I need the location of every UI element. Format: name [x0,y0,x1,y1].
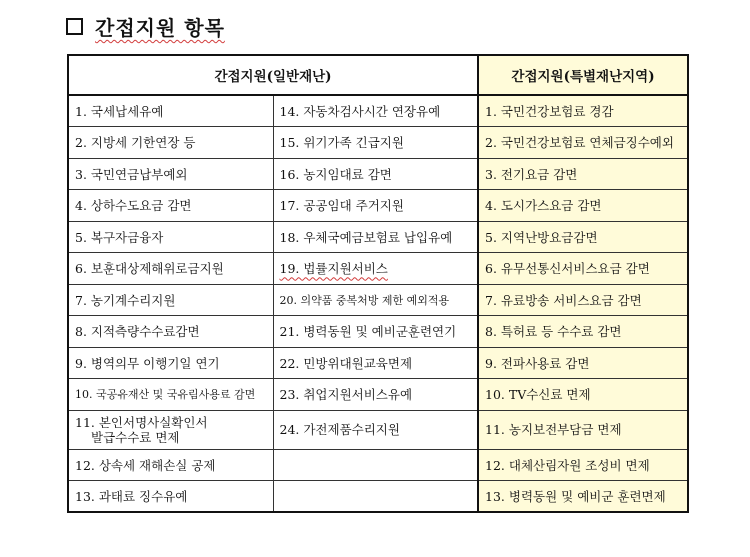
cell-general-a: 8. 지적측량수수료감면 [68,316,273,348]
cell-special: 13. 병력동원 및 예비군 훈련면제 [478,481,688,513]
cell-general-a: 5. 복구자금융자 [68,221,273,253]
cell-general-b: 16. 농지임대료 감면 [273,158,478,190]
cell-special: 11. 농지보전부담금 면제 [478,410,688,449]
cell-special: 1. 국민건강보험료 경감 [478,95,688,127]
cell-general-b [273,449,478,481]
cell-general-b: 14. 자동차검사시간 연장유예 [273,95,478,127]
cell-line-2: 발급수수료 면제 [91,429,180,445]
table-row [68,379,688,411]
page-title [66,12,225,41]
page-title-text: 간접지원 항목 [95,16,225,40]
cell-general-b: 19. 법률지원서비스 [273,253,478,285]
cell-general-a: 3. 국민연금납부예외 [68,158,273,190]
cell-general-b: 21. 병력동원 및 예비군훈련연기 [273,316,478,348]
cell-general-b: 15. 위기가족 긴급지원 [273,127,478,159]
cell-general-a: 9. 병역의무 이행기일 연기 [68,347,273,379]
cell-general-a: 1. 국세납세유예 [68,95,273,127]
table-header-row [68,55,688,95]
cell-general-b: 18. 우체국예금보험료 납입유예 [273,221,478,253]
cell-special: 5. 지역난방요금감면 [478,221,688,253]
cell-general-b: 17. 공공임대 주거지원 [273,190,478,222]
cell-special: 4. 도시가스요금 감면 [478,190,688,222]
support-items-table [67,54,689,513]
table-row [68,190,688,222]
cell-special: 7. 유료방송 서비스요금 감면 [478,284,688,316]
table-row [68,316,688,348]
table-row [68,253,688,285]
cell-two-line [75,415,267,445]
cell-general-a: 4. 상하수도요금 감면 [68,190,273,222]
cell-general-a: 2. 지방세 기한연장 등 [68,127,273,159]
cell-general-a: 7. 농기계수리지원 [68,284,273,316]
cell-general-a: 10. 국공유재산 및 국유림사용료 감면 [68,379,273,411]
cell-general-b: 24. 가전제품수리지원 [273,410,478,449]
cell-line-1: 11. 본인서명사실확인서 [75,414,208,430]
table-row [68,95,688,127]
cell-general-b [273,481,478,513]
cell-general-a: 6. 보훈대상제해위로금지원 [68,253,273,285]
cell-general-a: 13. 과태료 징수유예 [68,481,273,513]
table-row [68,284,688,316]
cell-special: 8. 특허료 등 수수료 감면 [478,316,688,348]
cell-general-b: 23. 취업지원서비스유예 [273,379,478,411]
table-row [68,347,688,379]
table-row [68,127,688,159]
cell-special: 6. 유무선통신서비스요금 감면 [478,253,688,285]
table-row [68,410,688,449]
table-row [68,449,688,481]
cell-general-a: 12. 상속세 재해손실 공제 [68,449,273,481]
header-special: 간접지원(특별재난지역) [478,55,688,95]
cell-special: 2. 국민건강보험료 연체금징수예외 [478,127,688,159]
cell-general-b: 22. 민방위대원교육면제 [273,347,478,379]
table-row [68,221,688,253]
cell-general-b: 20. 의약품 중복처방 제한 예외적용 [273,284,478,316]
cell-special: 12. 대체산림자원 조성비 면제 [478,449,688,481]
table-row [68,158,688,190]
header-general: 간접지원(일반재난) [68,55,478,95]
checkbox-square-icon [66,18,83,35]
cell-special: 3. 전기요금 감면 [478,158,688,190]
cell-general-a [68,410,273,449]
table-row [68,481,688,513]
cell-special: 10. TV수신료 면제 [478,379,688,411]
cell-special: 9. 전파사용료 감면 [478,347,688,379]
